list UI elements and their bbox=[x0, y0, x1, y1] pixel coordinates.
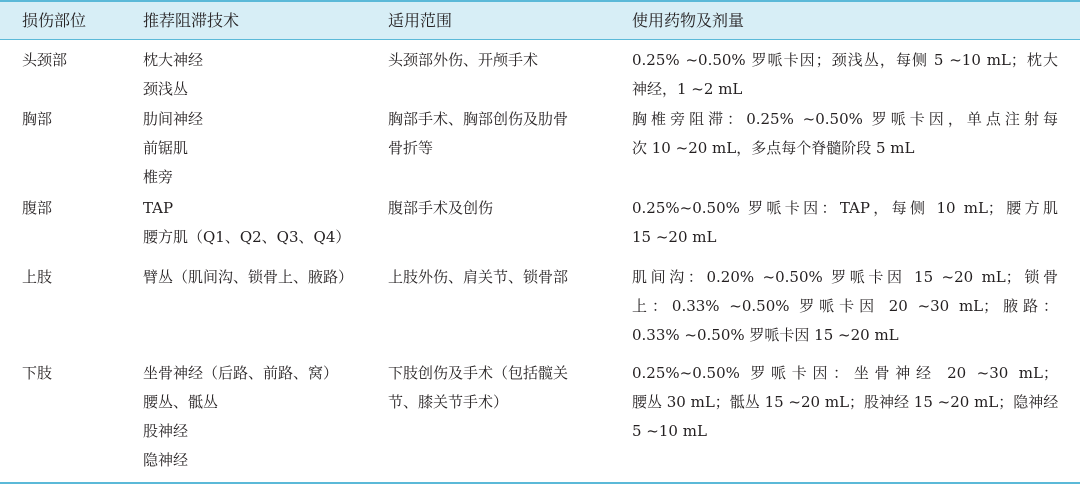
technique-cell: 枕大神经 颈浅丛 bbox=[143, 51, 204, 98]
scope-cell: 上肢外伤、肩关节、锁骨部 bbox=[388, 268, 569, 286]
dosage-cell: 肌间沟：0.20% ~0.50% 罗哌卡因 15 ~20 mL；锁骨 上：0.33% ~0.50% 罗哌卡因 20 ~30 mL；腋路： 0.33% ~0.50% 罗哌卡因 15 ~20 mL bbox=[632, 268, 1058, 344]
header-scope: 适用范围 bbox=[388, 11, 453, 30]
dosage-cell: 0.25%~0.50% 罗哌卡因：TAP，每侧 10 mL；腰方肌 15 ~20 mL bbox=[632, 199, 1058, 246]
site-cell: 腹部 bbox=[22, 199, 53, 217]
scope-cell: 头颈部外伤、开颅手术 bbox=[388, 51, 539, 69]
technique-cell: 肋间神经 前锯肌 椎旁 bbox=[143, 110, 204, 186]
dosage-cell: 0.25% ~0.50% 罗哌卡因；颈浅丛，每侧 5 ~10 mL；枕大 神经，1 ~2 mL bbox=[632, 51, 1058, 98]
header-technique: 推荐阻滞技术 bbox=[143, 11, 240, 30]
scope-cell: 腹部手术及创伤 bbox=[388, 199, 494, 217]
scope-cell: 下肢创伤及手术（包括髋关 节、膝关节手术） bbox=[388, 364, 569, 411]
site-cell: 下肢 bbox=[22, 364, 53, 382]
technique-cell: TAP 腰方肌（Q1、Q2、Q3、Q4） bbox=[143, 199, 351, 246]
technique-cell: 臂丛（肌间沟、锁骨上、腋路） bbox=[143, 268, 354, 286]
scope-cell: 胸部手术、胸部创伤及肋骨 骨折等 bbox=[388, 110, 569, 157]
site-cell: 上肢 bbox=[22, 268, 53, 286]
header-site: 损伤部位 bbox=[22, 11, 87, 30]
table-bottom-rule bbox=[0, 482, 1080, 484]
site-cell: 胸部 bbox=[22, 110, 53, 128]
site-cell: 头颈部 bbox=[22, 51, 68, 69]
dosage-cell: 0.25%~0.50% 罗哌卡因：坐骨神经 20 ~30 mL； 腰丛 30 mL；骶丛 15 ~20 mL；股神经 15 ~20 mL；隐神经 5 ~10 mL bbox=[632, 364, 1059, 440]
header-dosage: 使用药物及剂量 bbox=[632, 11, 745, 30]
table-header bbox=[0, 0, 1080, 40]
dosage-cell: 胸椎旁阻滞：0.25% ~0.50% 罗哌卡因，单点注射每 次 10 ~20 mL，多点每个脊髓阶段 5 mL bbox=[632, 110, 1058, 157]
technique-cell: 坐骨神经（后路、前路、窝） 腰丛、骶丛 股神经 隐神经 bbox=[143, 364, 339, 469]
